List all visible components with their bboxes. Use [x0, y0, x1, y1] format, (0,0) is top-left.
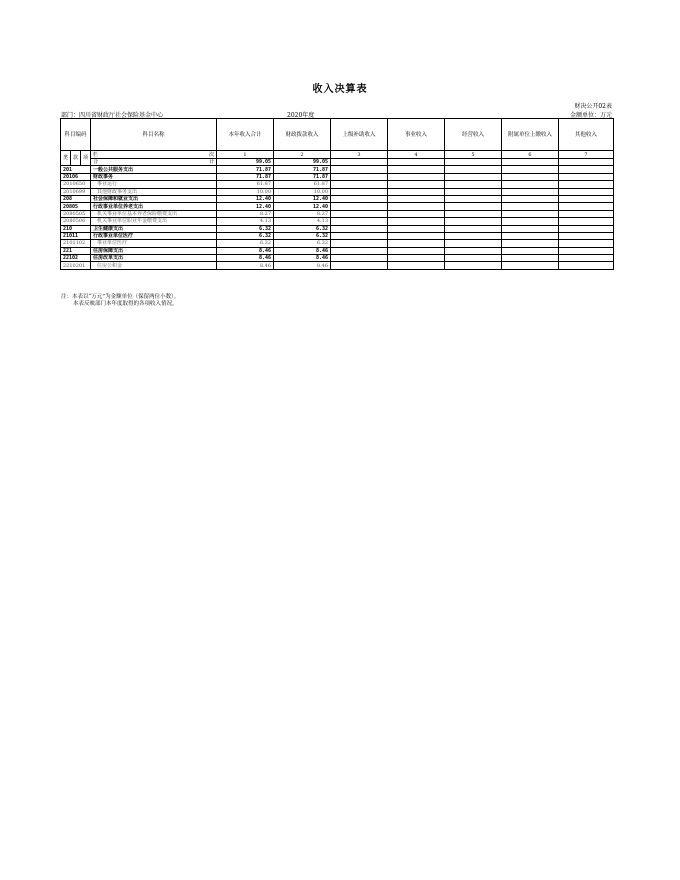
empty-cell: [445, 181, 502, 188]
empty-cell: [388, 166, 445, 173]
empty-cell: [331, 240, 388, 247]
empty-cell: [388, 203, 445, 210]
row-v2: 8.46: [274, 262, 331, 269]
empty-cell: [559, 255, 614, 262]
table-row: [61, 225, 614, 232]
row-v2: 12.40: [274, 195, 331, 202]
row-v1: 71.87: [217, 173, 274, 180]
empty-cell: [388, 240, 445, 247]
row-v2: 4.13: [274, 218, 331, 225]
row-name: 社会保障和就业支出: [91, 195, 217, 202]
row-code: 221: [61, 247, 91, 254]
total-label: 合 计: [91, 159, 217, 166]
empty-cell: [559, 188, 614, 195]
empty-cell: [388, 188, 445, 195]
empty-cell: [331, 203, 388, 210]
line-number-row: [61, 151, 614, 159]
table-row: [61, 247, 614, 254]
empty-cell: [559, 166, 614, 173]
col-num: 2: [274, 151, 331, 159]
row-v1: 8.46: [217, 247, 274, 254]
col-num: 5: [445, 151, 502, 159]
row-v1: 8.27: [217, 210, 274, 217]
row-v1: 6.32: [217, 240, 274, 247]
header-col-4: 事业收入: [388, 119, 445, 151]
total-v1: 99.05: [217, 159, 274, 166]
header-item: 款: [71, 151, 81, 166]
empty-cell: [559, 232, 614, 239]
row-code: 2101102: [61, 240, 91, 247]
empty-cell: [331, 262, 388, 269]
col-num: 3: [331, 151, 388, 159]
row-code: 2010650: [61, 181, 91, 188]
empty-cell: [559, 262, 614, 269]
header-sub: 项: [81, 151, 91, 166]
row-v1: 10.00: [217, 188, 274, 195]
department-label: 部门：四川省财政厅社会保险基金中心: [61, 112, 164, 119]
row-name: 事业运行: [91, 181, 217, 188]
empty-cell: [331, 255, 388, 262]
empty-cell: [331, 195, 388, 202]
row-name: 其他财政事务支出: [91, 188, 217, 195]
row-v1: 4.13: [217, 218, 274, 225]
empty-cell: [502, 218, 559, 225]
row-v2: 61.87: [274, 181, 331, 188]
table-body: [61, 166, 614, 269]
row-code: 210: [61, 225, 91, 232]
table-row: [61, 262, 614, 269]
empty-cell: [445, 255, 502, 262]
row-v2: 8.46: [274, 247, 331, 254]
row-name: 事业单位医疗: [91, 240, 217, 247]
empty-cell: [559, 210, 614, 217]
empty-cell: [502, 203, 559, 210]
empty-cell: [502, 255, 559, 262]
empty-cell: [388, 255, 445, 262]
year-label: 2020年度: [287, 112, 315, 119]
row-v2: 12.40: [274, 203, 331, 210]
note-line: 本表反映部门本年度取得的各项收入情况。: [73, 301, 178, 307]
empty-cell: [445, 262, 502, 269]
row-v1: 8.46: [217, 255, 274, 262]
form-code: 财决公开02表: [574, 103, 612, 110]
header-col-2: 财政拨款收入: [274, 119, 331, 151]
empty-cell: [445, 203, 502, 210]
row-v1: 61.87: [217, 181, 274, 188]
col-num: 6: [502, 151, 559, 159]
empty-cell: [388, 210, 445, 217]
total-v2: 99.05: [274, 159, 331, 166]
table-row: [61, 166, 614, 173]
empty-cell: [559, 203, 614, 210]
row-name: 住房保障支出: [91, 247, 217, 254]
empty-cell: [445, 210, 502, 217]
row-code: 2080505: [61, 210, 91, 217]
row-name: 卫生健康支出: [91, 225, 217, 232]
empty-cell: [559, 247, 614, 254]
empty-cell: [559, 181, 614, 188]
header-row: [61, 119, 614, 151]
row-code: 21011: [61, 232, 91, 239]
table-row: [61, 181, 614, 188]
row-code: 201: [61, 166, 91, 173]
empty-cell: [388, 218, 445, 225]
table-row: [61, 232, 614, 239]
row-name: 机关事业单位职业年金缴费支出: [91, 218, 217, 225]
empty-cell: [388, 225, 445, 232]
row-name: 住房公积金: [91, 262, 217, 269]
row-v2: 8.46: [274, 255, 331, 262]
row-code: 20106: [61, 173, 91, 180]
header-class: 类: [61, 151, 71, 166]
row-v1: 8.46: [217, 262, 274, 269]
row-name: 机关事业单位基本养老保险缴费支出: [91, 210, 217, 217]
row-v2: 71.87: [274, 166, 331, 173]
empty-cell: [502, 262, 559, 269]
empty-cell: [388, 173, 445, 180]
row-v1: 12.40: [217, 203, 274, 210]
empty-cell: [331, 225, 388, 232]
note-line: 注：本表以“万元”为金额单位（保留两位小数）。: [61, 294, 180, 300]
empty-cell: [445, 247, 502, 254]
empty-cell: [445, 195, 502, 202]
header-col-3: 上级补助收入: [331, 119, 388, 151]
row-v2: 10.00: [274, 188, 331, 195]
empty-cell: [502, 173, 559, 180]
empty-cell: [559, 218, 614, 225]
empty-cell: [331, 173, 388, 180]
empty-cell: [559, 195, 614, 202]
row-v2: 6.32: [274, 232, 331, 239]
empty-cell: [445, 188, 502, 195]
empty-cell: [388, 247, 445, 254]
table-row: [61, 218, 614, 225]
page-title: 收入决算表: [312, 84, 368, 95]
empty-cell: [502, 210, 559, 217]
row-v2: 71.87: [274, 173, 331, 180]
row-name: 财政事务: [91, 173, 217, 180]
table-row: [61, 255, 614, 262]
total-row: [61, 159, 614, 166]
row-code: 208: [61, 195, 91, 202]
header-col-1: 本年收入合计: [217, 119, 274, 151]
empty-cell: [331, 181, 388, 188]
empty-cell: [502, 166, 559, 173]
unit-label: 金额单位：万元: [569, 112, 612, 119]
row-v2: 8.27: [274, 210, 331, 217]
table-row: [61, 203, 614, 210]
empty-cell: [559, 225, 614, 232]
empty-cell: [331, 166, 388, 173]
row-code: 2010699: [61, 188, 91, 195]
empty-cell: [502, 225, 559, 232]
col-num: 7: [559, 151, 614, 159]
empty-cell: [388, 262, 445, 269]
empty-cell: [388, 232, 445, 239]
table-row: [61, 210, 614, 217]
header-col-5: 经营收入: [445, 119, 502, 151]
income-table: [60, 118, 614, 270]
empty-cell: [502, 188, 559, 195]
table-row: [61, 173, 614, 180]
empty-cell: [502, 181, 559, 188]
row-v1: 71.87: [217, 166, 274, 173]
empty-cell: [445, 240, 502, 247]
empty-cell: [331, 247, 388, 254]
empty-cell: [559, 240, 614, 247]
row-v1: 6.32: [217, 225, 274, 232]
row-code: 2080506: [61, 218, 91, 225]
table-row: [61, 188, 614, 195]
row-name: 一般公共服务支出: [91, 166, 217, 173]
empty-cell: [445, 232, 502, 239]
row-code: 20805: [61, 203, 91, 210]
row-name: 行政事业单位养老支出: [91, 203, 217, 210]
empty-cell: [445, 173, 502, 180]
header-code: 科目编码: [61, 119, 91, 151]
row-v2: 6.32: [274, 225, 331, 232]
empty-cell: [559, 173, 614, 180]
empty-cell: [331, 188, 388, 195]
empty-cell: [445, 218, 502, 225]
col-num: 4: [388, 151, 445, 159]
empty-cell: [331, 218, 388, 225]
empty-cell: [502, 247, 559, 254]
row-v1: 6.32: [217, 232, 274, 239]
header-col-6: 附属单位上缴收入: [502, 119, 559, 151]
header-name: 科目名称: [91, 119, 217, 151]
empty-cell: [445, 166, 502, 173]
header-col-7: 其他收入: [559, 119, 614, 151]
row-v2: 6.32: [274, 240, 331, 247]
empty-cell: [502, 195, 559, 202]
row-code: 2210201: [61, 262, 91, 269]
row-name: 住房改革支出: [91, 255, 217, 262]
empty-cell: [502, 240, 559, 247]
empty-cell: [331, 232, 388, 239]
empty-cell: [331, 210, 388, 217]
row-v1: 12.40: [217, 195, 274, 202]
notes: [61, 294, 179, 308]
empty-cell: [502, 232, 559, 239]
row-name: 行政事业单位医疗: [91, 232, 217, 239]
row-code: 22102: [61, 255, 91, 262]
col-num: 1: [217, 151, 274, 159]
empty-cell: [388, 195, 445, 202]
table-row: [61, 195, 614, 202]
empty-cell: [388, 181, 445, 188]
table-row: [61, 240, 614, 247]
empty-cell: [445, 225, 502, 232]
line-label: 栏 次: [91, 151, 217, 159]
